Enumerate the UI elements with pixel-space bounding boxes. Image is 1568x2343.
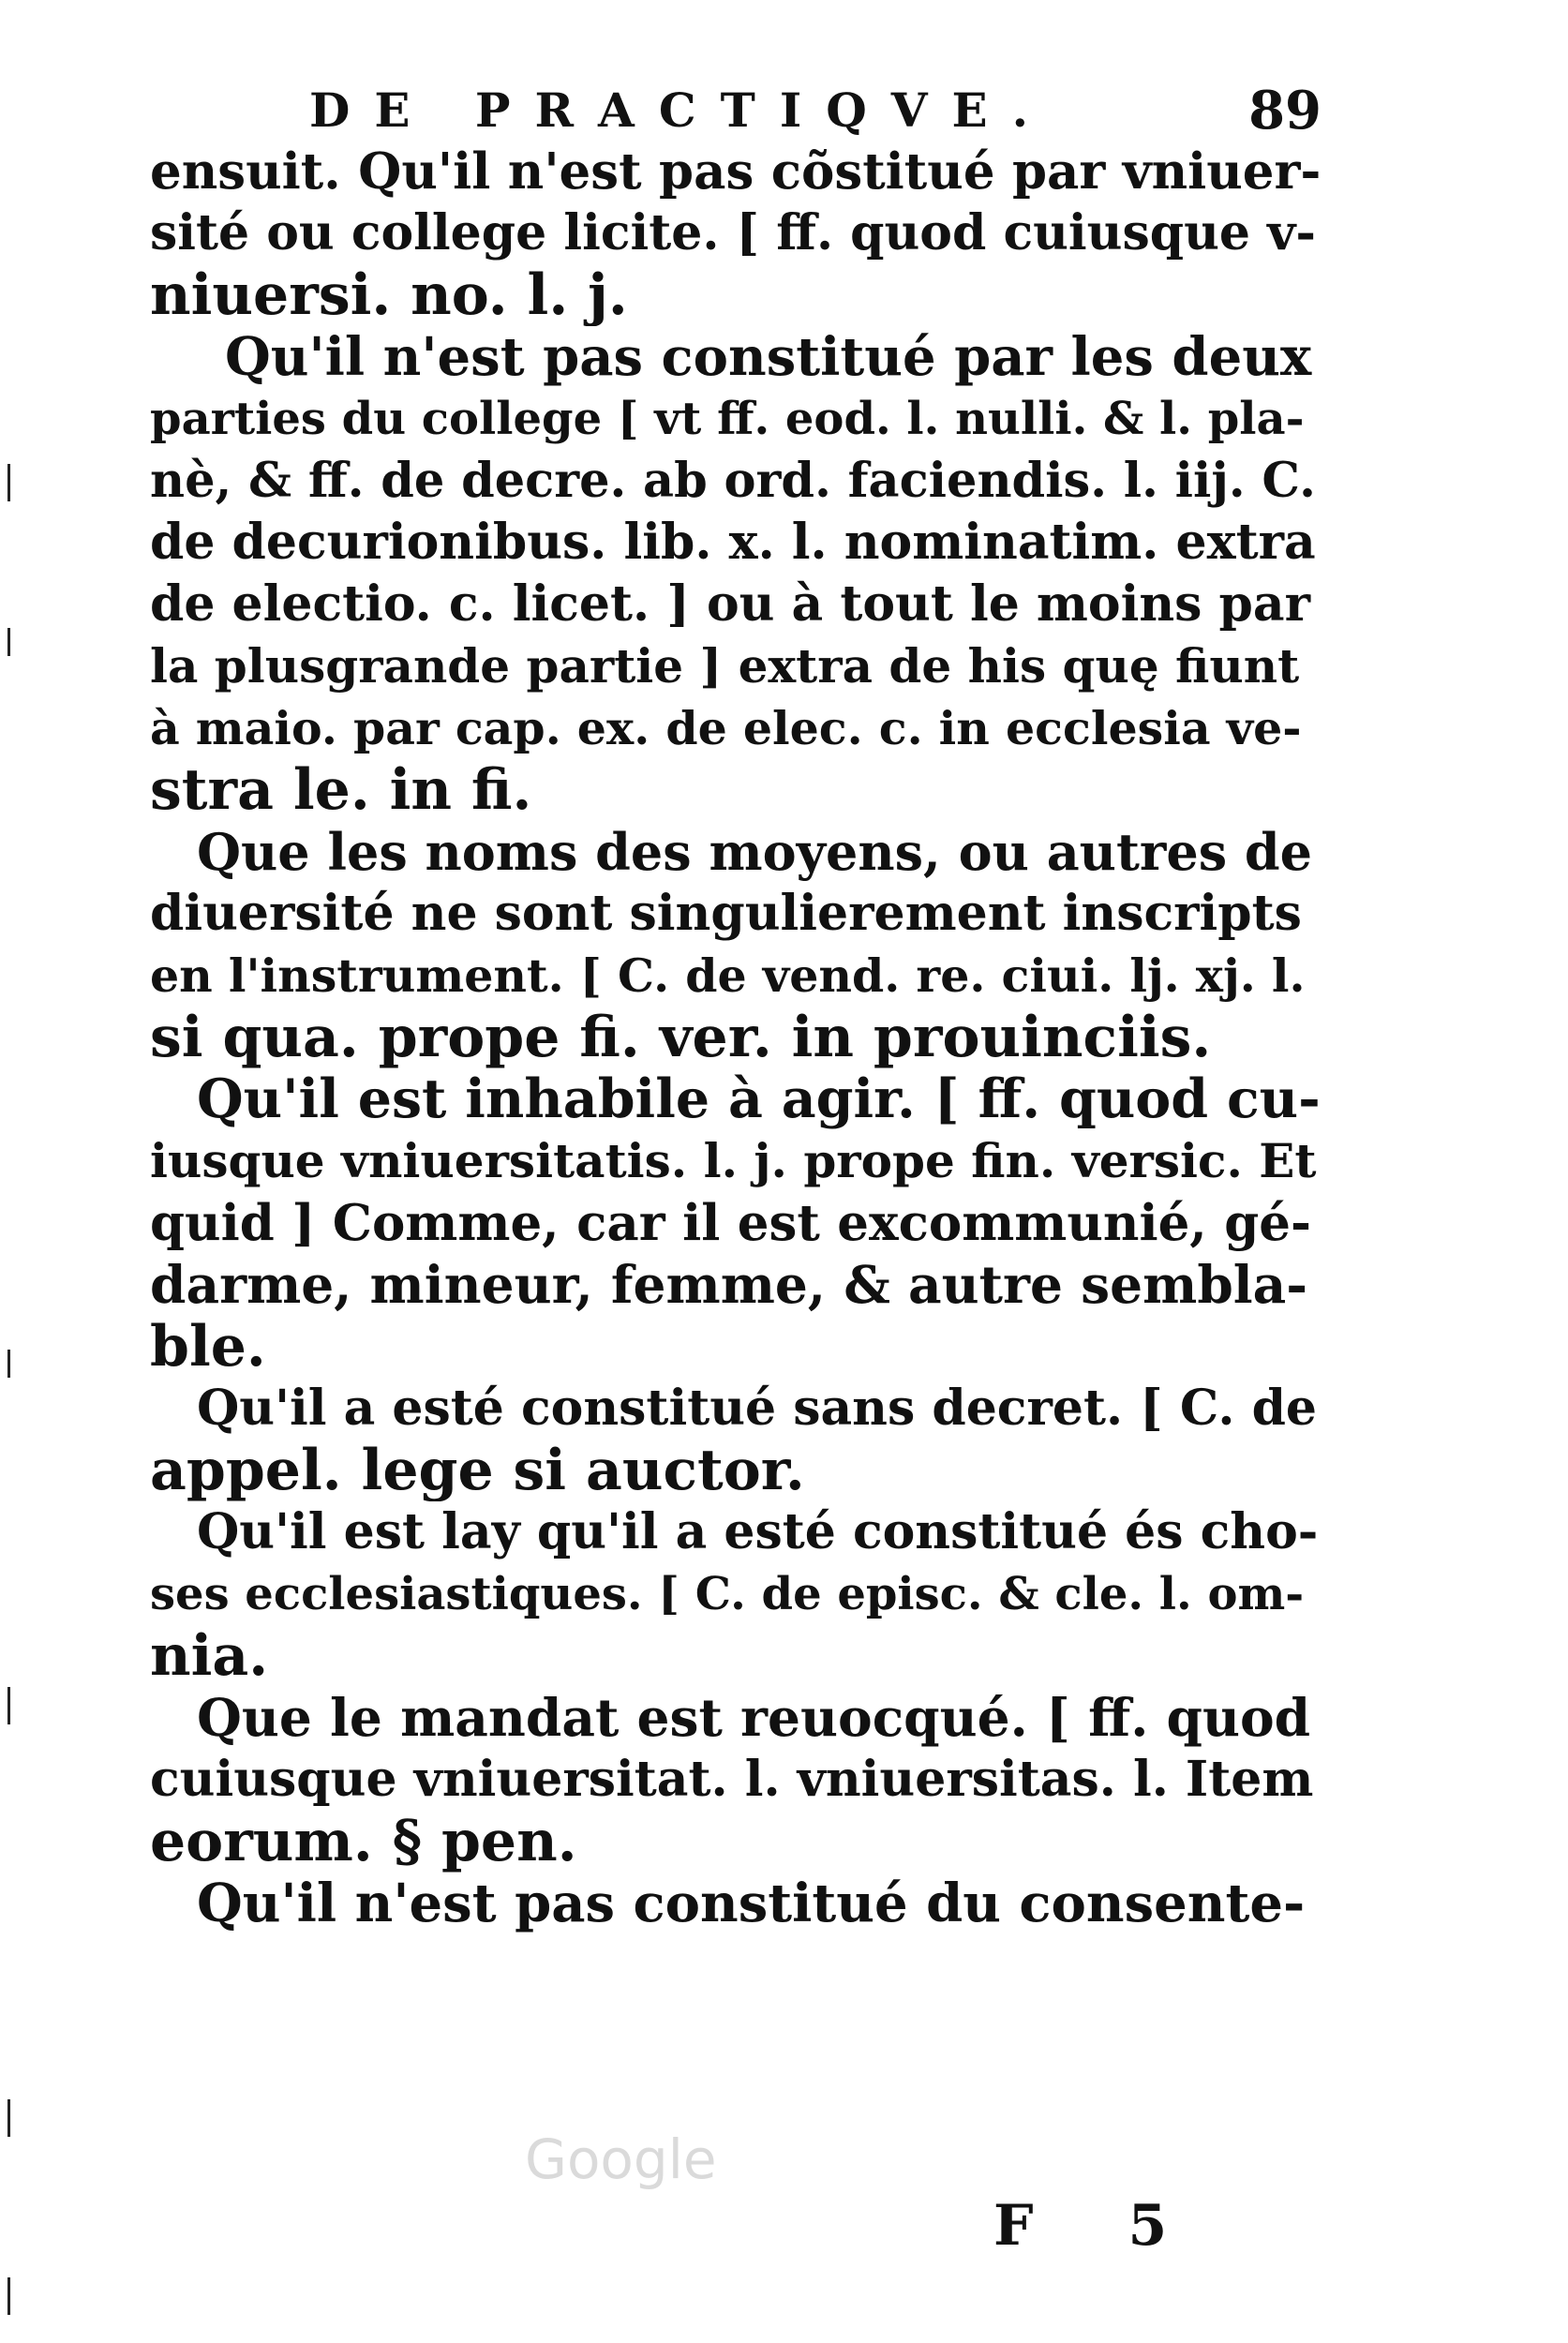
text-line: appel. lege si auctor.: [150, 1440, 805, 1501]
text-line: niuersi. no. l. j.: [150, 264, 628, 326]
text-line: iusque vniuersitatis. l. j. prope fin. versic. Et: [150, 1133, 1317, 1188]
text-line: Qu'il a esté constitué sans decret. [ C. de: [197, 1380, 1318, 1437]
text-line: ensuit. Qu'il n'est pas cõstitué par vniuer-: [150, 142, 1322, 201]
text-line: cuiusque vniuersitat. l. vniuersitas. l. Item: [150, 1751, 1314, 1808]
running-title: DE PRACTIQVE.: [309, 82, 1053, 138]
text-line: Qu'il est inhabile à agir. [ ff. quod cu-: [197, 1068, 1321, 1130]
text-line: Qu'il n'est pas constitué du consente-: [197, 1873, 1306, 1934]
text-line: nè, & ff. de decre. ab ord. faciendis. l. iij. C.: [150, 453, 1316, 509]
text-line: eorum. § pen.: [150, 1811, 577, 1873]
text-line: stra le. in fi.: [150, 759, 532, 821]
text-line: quid ] Comme, car il est excommunié, gé-: [150, 1194, 1311, 1252]
text-line: darme, mineur, femme, & autre sembla-: [150, 1254, 1308, 1315]
running-head: [309, 73, 1322, 148]
body-text: [150, 141, 1322, 1934]
text-line: Qu'il est lay qu'il a esté constitué és cho-: [197, 1503, 1319, 1560]
text-line: si qua. prope fi. ver. in prouinciis.: [150, 1007, 1212, 1068]
text-line: sité ou college licite. [ ff. quod cuiusque v-: [150, 204, 1316, 261]
text-line: Que le mandat est reuocqué. [ ff. quod: [197, 1687, 1311, 1748]
margin-rule-mark: [7, 464, 10, 501]
text-line: à maio. par cap. ex. de elec. c. in ecclesia ve-: [150, 701, 1302, 755]
text-line: diuersité ne sont singulierement inscripts: [150, 885, 1302, 942]
text-line: Qu'il n'est pas constitué par les deux: [225, 326, 1312, 388]
text-line: de electio. c. licet. ] ou à tout le moins par: [150, 575, 1310, 633]
page-number: 89: [1248, 80, 1322, 142]
signature-mark: F 5: [993, 2193, 1205, 2259]
text-line: de decurionibus. lib. x. l. nominatim. extra: [150, 514, 1316, 571]
margin-rule-mark: [7, 1350, 10, 1378]
text-line: ble.: [150, 1316, 266, 1378]
margin-rule-mark: [7, 2099, 10, 2137]
text-line: nia.: [150, 1625, 269, 1687]
text-line: la plusgrande partie ] extra de his quę fiunt: [150, 638, 1300, 694]
margin-rule-mark: [7, 1687, 10, 1724]
text-line: en l'instrument. [ C. de vend. re. ciui. lj. xj. l.: [150, 948, 1306, 1003]
margin-rule-mark: [7, 2277, 10, 2315]
margin-rule-mark: [7, 628, 10, 656]
text-line: parties du college [ vt ff. eod. l. nulli. & l. pla-: [150, 393, 1305, 445]
text-line: ses ecclesiastiques. [ C. de episc. & cle. l. om-: [150, 1568, 1305, 1620]
text-line: Que les noms des moyens, ou autres de: [197, 822, 1313, 882]
watermark: Google: [525, 2127, 717, 2191]
